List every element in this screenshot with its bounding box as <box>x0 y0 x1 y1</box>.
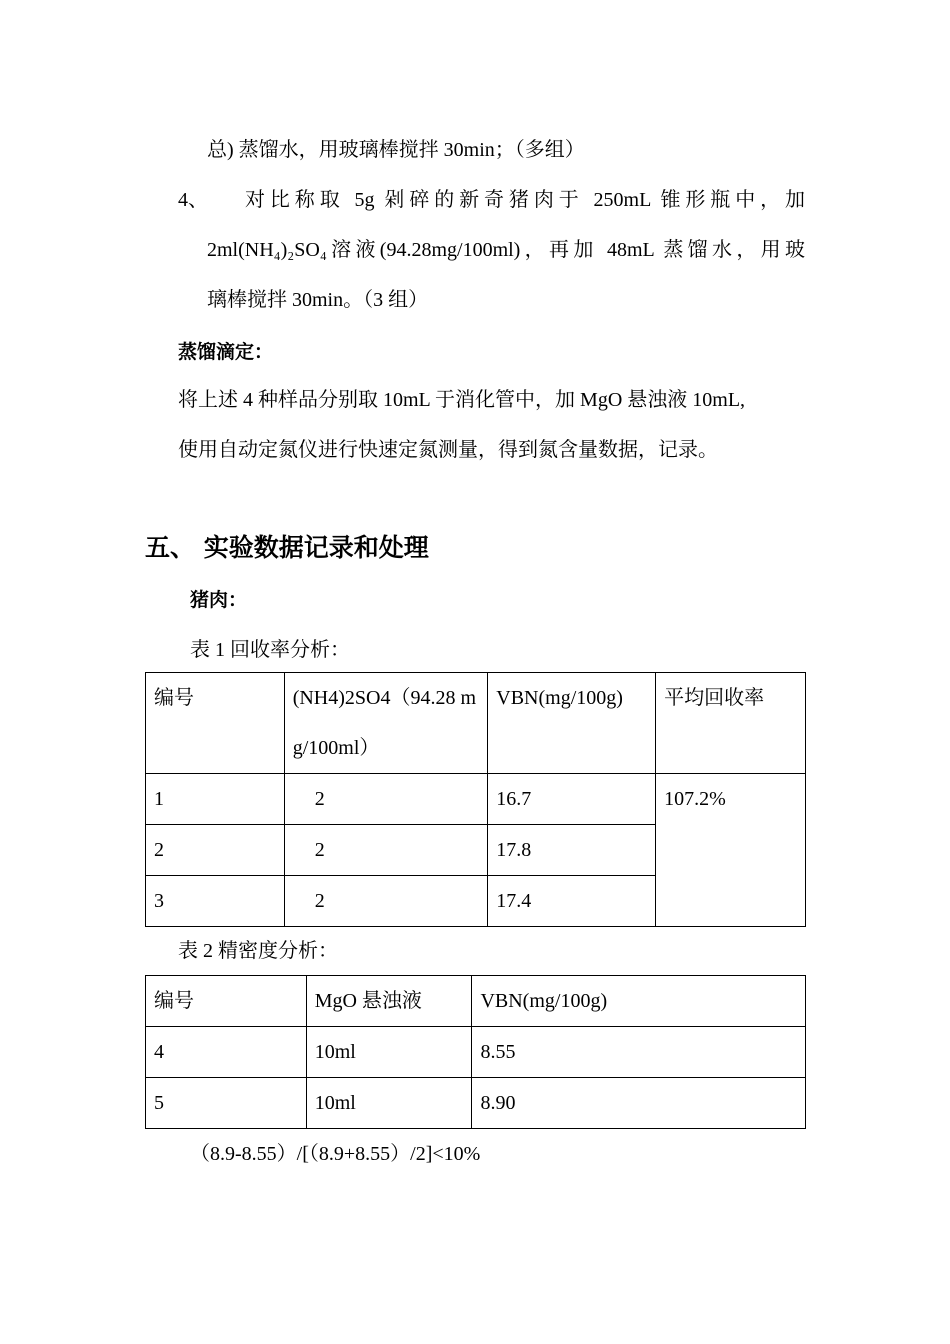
header-avg-recovery: 平均回收率 <box>656 673 806 774</box>
cell-id: 1 <box>146 774 285 825</box>
cell-id: 5 <box>146 1078 307 1129</box>
cell-vbn: 17.8 <box>488 825 656 876</box>
table-row <box>146 1078 806 1129</box>
header-vbn: VBN(mg/100g) <box>488 673 656 774</box>
pork-subtitle: 猪肉： <box>190 589 248 611</box>
table1-caption: 表 1 回收率分析： <box>190 639 350 661</box>
table-row <box>146 1027 806 1078</box>
header-vbn: VBN(mg/100g) <box>472 976 806 1027</box>
step4-number: 4、 <box>178 189 208 211</box>
precision-table <box>145 975 806 1129</box>
header-mgo: MgO 悬浊液 <box>306 976 472 1027</box>
recovery-table <box>145 672 806 927</box>
step4-line3: 璃棒搅拌 30min。（3 组） <box>207 289 429 311</box>
cell-avg-recovery: 107.2% <box>656 774 806 927</box>
cell-vbn: 8.55 <box>472 1027 806 1078</box>
step4-line1: 对比称取 5g 剁碎的新奇猪肉于 250mL 锥形瓶中，加 <box>245 189 805 211</box>
cell-id: 2 <box>146 825 285 876</box>
procedure-line-continued: 总) 蒸馏水，用玻璃棒搅拌 30min；（多组） <box>207 139 585 161</box>
table-row <box>146 774 806 825</box>
cell-amount: 2 <box>284 774 488 825</box>
distillation-line1: 将上述 4 种样品分别取 10mL 于消化管中，加 MgO 悬浊液 10mL, <box>178 389 746 411</box>
cell-vbn: 17.4 <box>488 876 656 927</box>
cell-id: 4 <box>146 1027 307 1078</box>
precision-formula: （8.9-8.55）/[（8.9+8.55）/2]<10% <box>190 1143 481 1165</box>
header-id: 编号 <box>146 673 285 774</box>
step4-line2: 2ml(NH₄)₂SO₄溶液(94.28mg/100ml)，再加 48mL 蒸馏水，用玻 <box>207 239 805 261</box>
cell-vbn: 16.7 <box>488 774 656 825</box>
cell-id: 3 <box>146 876 285 927</box>
cell-amount: 2 <box>284 825 488 876</box>
table2-caption: 表 2 精密度分析： <box>178 940 338 962</box>
cell-mgo: 10ml <box>306 1078 472 1129</box>
cell-mgo: 10ml <box>306 1027 472 1078</box>
table-header-row <box>146 976 806 1027</box>
cell-amount: 2 <box>284 876 488 927</box>
section5-heading: 五、 实验数据记录和处理 <box>145 533 429 562</box>
table-header-row <box>146 673 806 774</box>
cell-vbn: 8.90 <box>472 1078 806 1129</box>
header-ammonium-sulfate: (NH4)2SO4（94.28 mg/100ml） <box>284 673 488 774</box>
distillation-line2: 使用自动定氮仪进行快速定氮测量，得到氮含量数据，记录。 <box>178 439 718 461</box>
distillation-title: 蒸馏滴定： <box>178 341 274 363</box>
header-id: 编号 <box>146 976 307 1027</box>
